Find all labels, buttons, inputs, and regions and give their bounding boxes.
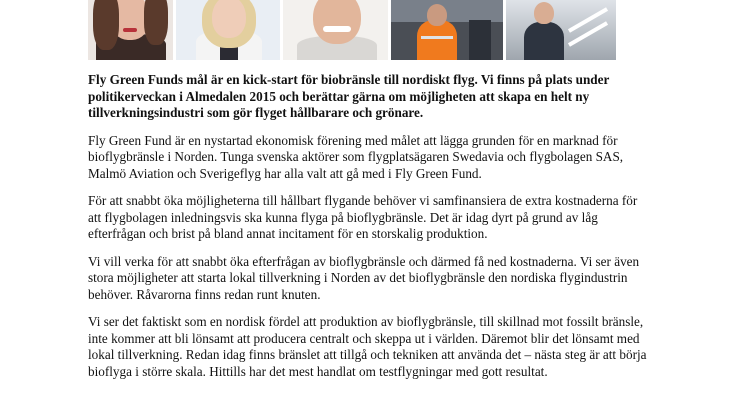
- article-body: [88, 72, 648, 391]
- photo-worker-safety-vest: [391, 0, 503, 60]
- paragraph-4: Vi ser det faktiskt som en nordisk fördel att produktion av bioflygbränsle, till skillnad mot fossilt bränsle, inte kommer att bli lönsamt att producera centralt och skeppa ut i världen. Däremot blir det lönsamt med lokal tillverkning. Redan idag finns bränslet att tillgå och tekniken att använda det – nästa steg är att börja bioflyga i större skala. Hittills har det mest handlat om testflygningar med gott resultat.: [88, 314, 647, 379]
- photo-man-airplane-stairs: [506, 0, 616, 60]
- photo-man-smiling: [283, 0, 388, 60]
- paragraph-3: Vi vill verka för att snabbt öka efterfrågan av bioflygbränsle och därmed få ned kostnaderna. Vi ser även stora möjligheter att starta lokal tillverkning i Norden av det bioflygbränsle den nordiska flygindustrin behöver. Råvarorna finns redan runt knuten.: [88, 253, 640, 302]
- photo-woman-blonde-blazer: [176, 0, 280, 60]
- photo-strip: [88, 0, 616, 60]
- photo-woman-red-lipstick: [88, 0, 173, 60]
- article-lead: Fly Green Funds mål är en kick-start för biobränsle till nordiskt flyg. Vi finns på plats under politikerveckan i Almedalen 2015 och berättar gärna om möjligheten att skapa en helt ny tillverkningsindustri som gör flyget hållbarare och grönare.: [88, 72, 610, 120]
- paragraph-1: Fly Green Fund är en nystartad ekonomisk förening med målet att lägga grunden för en marknad för bioflygbränsle i Norden. Tunga svenska aktörer som flygplatsägaren Swedavia och flygbolagen SAS, Malmö Aviation och Sverigeflyg har alla valt att gå med i Fly Green Fund.: [88, 132, 624, 181]
- paragraph-2: För att snabbt öka möjligheterna till hållbart flygande behöver vi samfinansiera de extra kostnaderna för att flygbolagen inledningsvis ska kunna flyga på bioflygbränsle. Det är idag dyrt på grund av låg efterfrågan och brist på bland annat incitament för en storskalig produktion.: [88, 193, 638, 241]
